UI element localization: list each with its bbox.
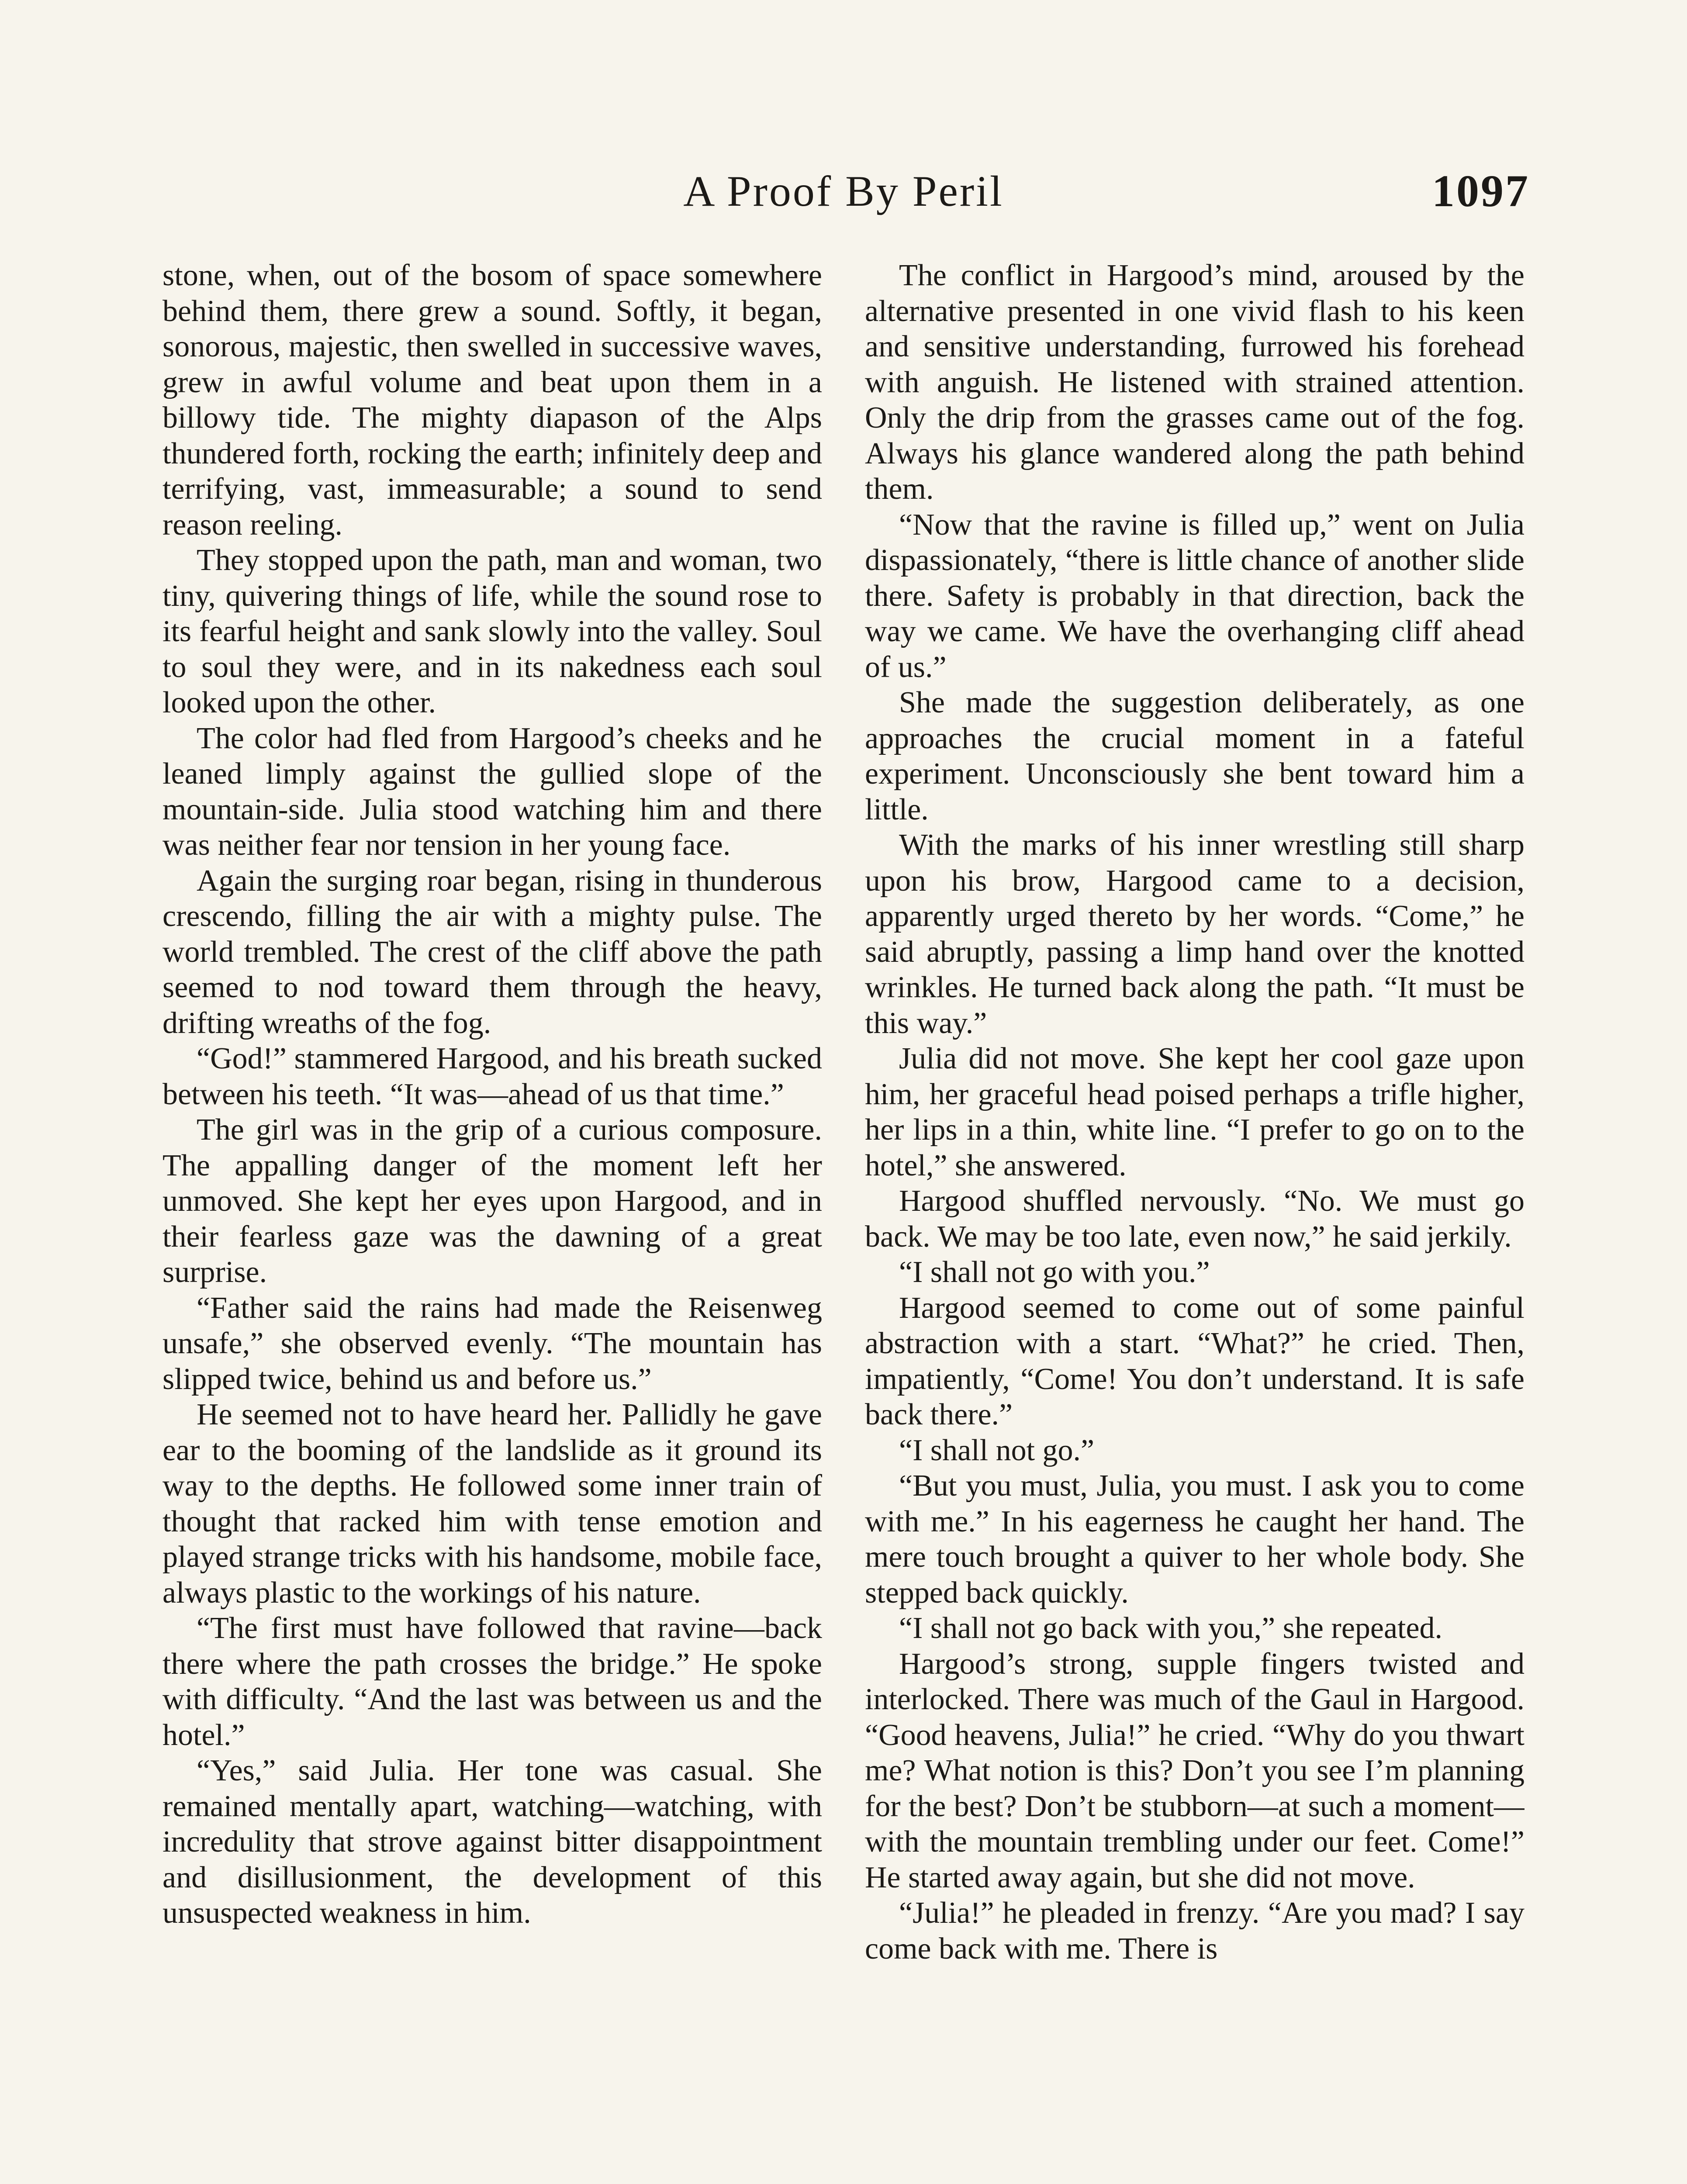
- paragraph: The color had fled from Hargood’s cheeks and he leaned limply against the gullied slope of the mountain-side. Julia stood watching him and there was neither fear nor tension in her young face.: [162, 721, 822, 862]
- paragraph: “Now that the ravine is filled up,” went on Julia dispassionately, “there is little chance of another slide there. Safety is probably in that direction, back the way we came. We have the overhanging cliff ahead of us.”: [865, 508, 1525, 684]
- paragraph: She made the suggestion deliberately, as one approaches the crucial moment in a fateful experiment. Unconsciously she bent toward him a little.: [865, 686, 1525, 826]
- right-column: [865, 258, 1525, 2184]
- paragraph: “Julia!” he pleaded in frenzy. “Are you mad? I say come back with me. There is: [865, 1896, 1525, 1966]
- paragraph: Again the surging roar began, rising in thunderous crescendo, filling the air with a mighty pulse. The world trembled. The crest of the cliff above the path seemed to nod toward them through the heavy, drifting wreaths of the fog.: [162, 864, 822, 1040]
- paragraph: With the marks of his inner wrestling still sharp upon his brow, Hargood came to a decision, apparently urged thereto by her words. “Come,” he said abruptly, passing a limp hand over the knotted wrinkles. He turned back along the path. “It must be this way.”: [865, 828, 1525, 1040]
- running-title: A Proof By Peril: [683, 167, 1004, 215]
- paragraph: “I shall not go.”: [899, 1433, 1095, 1467]
- paragraph: “I shall not go back with you,” she repeated.: [899, 1611, 1443, 1645]
- paragraph: Julia did not move. She kept her cool gaze upon him, her graceful head poised perhaps a trifle higher, her lips in a thin, white line. “I prefer to go on to the hotel,” she answered.: [865, 1042, 1525, 1182]
- paragraph: “But you must, Julia, you must. I ask you to come with me.” In his eagerness he caught her hand. The mere touch brought a quiver to her whole body. She stepped back quickly.: [865, 1469, 1525, 1610]
- paragraph: “God!” stammered Hargood, and his breath sucked between his teeth. “It was—ahead of us that time.”: [162, 1042, 822, 1111]
- left-column: [162, 258, 822, 2184]
- paragraph: They stopped upon the path, man and woman, two tiny, quivering things of life, while the sound rose to its fearful height and sank slowly into the valley. Soul to soul they were, and in its nakedness each soul looked upon the other.: [162, 543, 822, 719]
- paragraph: “Father said the rains had made the Reisenweg unsafe,” she observed evenly. “The mountain has slipped twice, behind us and before us.”: [162, 1291, 822, 1396]
- paragraph: The girl was in the grip of a curious composure. The appalling danger of the moment left her unmoved. She kept her eyes upon Hargood, and in their fearless gaze was the dawning of a great surprise.: [162, 1113, 822, 1289]
- running-header: [0, 165, 1687, 231]
- paragraph: “Yes,” said Julia. Her tone was casual. She remained mentally apart, watching—watching, with incredulity that strove against bitter disappointment and disillusionment, the development of this unsuspected weakness in him.: [162, 1754, 822, 1930]
- paragraph: “The first must have followed that ravine—back there where the path crosses the bridge.” He spoke with difficulty. “And the last was between us and the hotel.”: [162, 1611, 822, 1752]
- paragraph: stone, when, out of the bosom of space somewhere behind them, there grew a sound. Softly, it began, sonorous, majestic, then swelled in successive waves, grew in awful volume and beat upon them in a billowy tide. The mighty diapason of the Alps thundered forth, rocking the earth; infinitely deep and terrifying, vast, immeasurable; a sound to send reason reeling.: [162, 259, 822, 542]
- paragraph: Hargood seemed to come out of some painful abstraction with a start. “What?” he cried. Then, impatiently, “Come! You don’t understand. It is safe back there.”: [865, 1291, 1525, 1431]
- paragraph: The conflict in Hargood’s mind, aroused by the alternative presented in one vivid flash to his keen and sensitive understanding, furrowed his forehead with anguish. He listened with strained attention. Only the drip from the grasses came out of the fog. Always his glance wandered along the path behind them.: [865, 259, 1525, 506]
- paragraph: He seemed not to have heard her. Pallidly he gave ear to the booming of the landslide as it ground its way to the depths. He followed some inner train of thought that racked him with tense emotion and played strange tricks with his handsome, mobile face, always plastic to the workings of his nature.: [162, 1398, 822, 1610]
- paragraph: Hargood’s strong, supple fingers twisted and interlocked. There was much of the Gaul in Hargood. “Good heavens, Julia!” he cried. “Why do you thwart me? What notion is this? Don’t you see I’m planning for the best? Don’t be stubborn—at such a moment—with the mountain trembling under our feet. Come!” He started away again, but she did not move.: [865, 1647, 1525, 1894]
- paragraph: Hargood shuffled nervously. “No. We must go back. We may be too late, even now,” he said jerkily.: [865, 1184, 1525, 1254]
- paragraph: “I shall not go with you.”: [899, 1255, 1210, 1289]
- page-number: 1097: [1432, 166, 1530, 216]
